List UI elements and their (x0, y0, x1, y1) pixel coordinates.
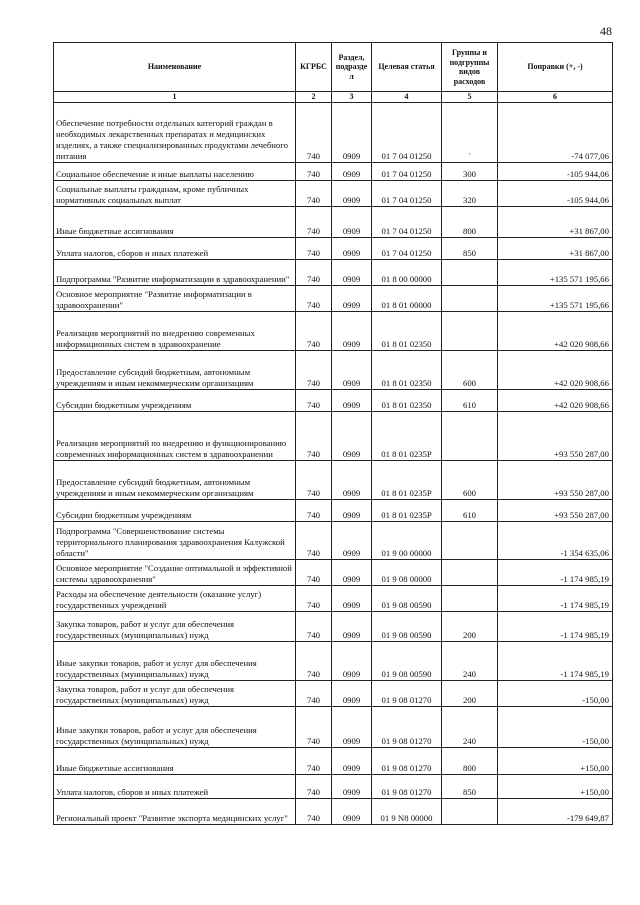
cell-amount: +42 020 908,66 (498, 390, 613, 412)
cell-amount: +31 867,00 (498, 238, 613, 260)
cell-name: Обеспечение потребности отдельных категорий граждан в необходимых лекарственных препаратах и медицинских изделиях, а также специализированных продуктами лечебного питания (54, 103, 296, 163)
table-row (54, 707, 613, 748)
cell-section: 0909 (332, 207, 372, 238)
cell-section: 0909 (332, 681, 372, 707)
cell-target: 01 8 01 00000 (372, 286, 442, 312)
cell-target: 01 8 01 0235P (372, 412, 442, 461)
cell-section: 0909 (332, 163, 372, 181)
cell-section: 0909 (332, 390, 372, 412)
table-row (54, 461, 613, 500)
cell-amount: -1 174 985,19 (498, 586, 613, 612)
cell-kgrbs: 740 (296, 500, 332, 522)
cell-group: 800 (442, 207, 498, 238)
cell-kgrbs: 740 (296, 681, 332, 707)
cell-target: 01 8 01 02350 (372, 351, 442, 390)
cell-amount: +42 020 908,66 (498, 351, 613, 390)
cell-kgrbs: 740 (296, 707, 332, 748)
cell-name: Уплата налогов, сборов и иных платежей (54, 238, 296, 260)
cell-section: 0909 (332, 312, 372, 351)
table-row (54, 312, 613, 351)
cell-target: 01 7 04 01250 (372, 238, 442, 260)
table-row (54, 560, 613, 586)
header-kgrbs: КГРБС (296, 43, 332, 92)
cell-section: 0909 (332, 642, 372, 681)
cell-kgrbs: 740 (296, 586, 332, 612)
cell-target: 01 8 01 02350 (372, 312, 442, 351)
table-row (54, 163, 613, 181)
cell-amount: +93 550 287,00 (498, 461, 613, 500)
table-row (54, 286, 613, 312)
cell-name: Субсидии бюджетным учреждениям (54, 500, 296, 522)
cell-target: 01 9 N8 00000 (372, 799, 442, 825)
cell-target: 01 7 04 01250 (372, 207, 442, 238)
cell-name: Иные закупки товаров, работ и услуг для обеспечения государственных (муниципальных) нужд (54, 642, 296, 681)
table-row (54, 260, 613, 286)
cell-section: 0909 (332, 181, 372, 207)
cell-group: 850 (442, 238, 498, 260)
cell-kgrbs: 740 (296, 799, 332, 825)
table-row (54, 390, 613, 412)
cell-group: 850 (442, 775, 498, 799)
cell-target: 01 9 08 00590 (372, 642, 442, 681)
cell-kgrbs: 740 (296, 103, 332, 163)
cell-group: 300 (442, 163, 498, 181)
cell-name: Закупка товаров, работ и услуг для обеспечения государственных (муниципальных) нужд (54, 612, 296, 642)
cell-group (442, 586, 498, 612)
table-row (54, 500, 613, 522)
cell-name: Субсидии бюджетным учреждениям (54, 390, 296, 412)
cell-amount: +150,00 (498, 748, 613, 775)
table-row (54, 522, 613, 560)
cell-name: Предоставление субсидий бюджетным, автономным учреждениям и иным некоммерческим организациям (54, 461, 296, 500)
cell-section: 0909 (332, 775, 372, 799)
cell-kgrbs: 740 (296, 286, 332, 312)
cell-target: 01 8 01 0235P (372, 461, 442, 500)
table-row (54, 586, 613, 612)
cell-name: Иные бюджетные ассигнования (54, 207, 296, 238)
cell-target: 01 9 08 01270 (372, 748, 442, 775)
cell-target: 01 9 08 01270 (372, 707, 442, 748)
cell-section: 0909 (332, 500, 372, 522)
cell-name: Социальное обеспечение и иные выплаты населению (54, 163, 296, 181)
cell-section: 0909 (332, 799, 372, 825)
cell-kgrbs: 740 (296, 560, 332, 586)
cell-name: Подпрограмма "Развитие информатизации в здравоохранении" (54, 260, 296, 286)
cell-group: 600 (442, 461, 498, 500)
cell-group: ` (442, 103, 498, 163)
cell-name: Региональный проект "Развитие экспорта медицинских услуг" (54, 799, 296, 825)
cell-amount: +150,00 (498, 775, 613, 799)
cell-group (442, 522, 498, 560)
cell-kgrbs: 740 (296, 181, 332, 207)
column-number: 3 (332, 92, 372, 103)
cell-section: 0909 (332, 286, 372, 312)
cell-kgrbs: 740 (296, 642, 332, 681)
cell-section: 0909 (332, 612, 372, 642)
table-row (54, 351, 613, 390)
cell-kgrbs: 740 (296, 748, 332, 775)
budget-amendments-table (53, 42, 613, 825)
cell-section: 0909 (332, 586, 372, 612)
cell-kgrbs: 740 (296, 351, 332, 390)
cell-group: 610 (442, 500, 498, 522)
cell-group (442, 312, 498, 351)
cell-target: 01 8 01 02350 (372, 390, 442, 412)
cell-group: 240 (442, 707, 498, 748)
cell-section: 0909 (332, 461, 372, 500)
cell-target: 01 9 08 01270 (372, 681, 442, 707)
cell-name: Реализация мероприятий по внедрению современных информационных систем в здравоохранение (54, 312, 296, 351)
cell-target: 01 7 04 01250 (372, 103, 442, 163)
cell-target: 01 8 00 00000 (372, 260, 442, 286)
cell-amount: -74 077,06 (498, 103, 613, 163)
cell-target: 01 7 04 01250 (372, 163, 442, 181)
table-row (54, 238, 613, 260)
cell-kgrbs: 740 (296, 238, 332, 260)
page-number: 48 (600, 24, 612, 38)
column-number: 4 (372, 92, 442, 103)
cell-target: 01 9 08 00590 (372, 612, 442, 642)
cell-target: 01 7 04 01250 (372, 181, 442, 207)
cell-name: Социальные выплаты гражданам, кроме публичных нормативных социальных выплат (54, 181, 296, 207)
table-row (54, 207, 613, 238)
cell-target: 01 9 08 00000 (372, 560, 442, 586)
header-name: Наименование (54, 43, 296, 92)
cell-name: Предоставление субсидий бюджетным, автономным учреждениям и иным некоммерческим организациям (54, 351, 296, 390)
table-row (54, 181, 613, 207)
cell-section: 0909 (332, 260, 372, 286)
cell-amount: +135 571 195,66 (498, 260, 613, 286)
cell-name: Расходы на обеспечение деятельности (оказание услуг) государственных учреждений (54, 586, 296, 612)
table-row (54, 612, 613, 642)
cell-target: 01 9 08 00590 (372, 586, 442, 612)
cell-amount: -150,00 (498, 707, 613, 748)
cell-amount: -1 174 985,19 (498, 642, 613, 681)
table-header-row (54, 43, 613, 92)
table-row (54, 775, 613, 799)
cell-target: 01 8 01 0235P (372, 500, 442, 522)
cell-kgrbs: 740 (296, 775, 332, 799)
column-number: 1 (54, 92, 296, 103)
cell-amount: +42 020 908,66 (498, 312, 613, 351)
column-number-row (54, 92, 613, 103)
cell-group: 200 (442, 612, 498, 642)
cell-kgrbs: 740 (296, 390, 332, 412)
cell-amount: -179 649,87 (498, 799, 613, 825)
cell-amount: +93 550 287,00 (498, 412, 613, 461)
cell-amount: -105 944,06 (498, 163, 613, 181)
cell-name: Основное мероприятие "Создание оптимальной и эффективной системы здравоохранения" (54, 560, 296, 586)
header-target: Целевая статья (372, 43, 442, 92)
cell-group: 320 (442, 181, 498, 207)
cell-group (442, 560, 498, 586)
table-row (54, 412, 613, 461)
cell-amount: -150,00 (498, 681, 613, 707)
cell-kgrbs: 740 (296, 522, 332, 560)
table-row (54, 799, 613, 825)
cell-group: 200 (442, 681, 498, 707)
cell-name: Реализация мероприятий по внедрению и функционированию современных информационных систем в здравоохранении (54, 412, 296, 461)
cell-amount: -1 354 635,06 (498, 522, 613, 560)
cell-kgrbs: 740 (296, 412, 332, 461)
cell-section: 0909 (332, 748, 372, 775)
cell-group: 800 (442, 748, 498, 775)
cell-amount: -1 174 985,19 (498, 612, 613, 642)
cell-target: 01 9 08 01270 (372, 775, 442, 799)
cell-kgrbs: 740 (296, 207, 332, 238)
cell-kgrbs: 740 (296, 260, 332, 286)
cell-section: 0909 (332, 103, 372, 163)
cell-group (442, 412, 498, 461)
cell-kgrbs: 740 (296, 312, 332, 351)
table-row (54, 681, 613, 707)
cell-amount: +135 571 195,66 (498, 286, 613, 312)
cell-name: Подпрограмма "Совершенствование системы территориального планирования здравоохранения Калужской области" (54, 522, 296, 560)
column-number: 6 (498, 92, 613, 103)
header-amendment: Поправки (+, -) (498, 43, 613, 92)
header-group: Группы и подгруппы видов расходов (442, 43, 498, 92)
cell-amount: +93 550 287,00 (498, 500, 613, 522)
cell-section: 0909 (332, 412, 372, 461)
cell-name: Иные бюджетные ассигнования (54, 748, 296, 775)
cell-group (442, 286, 498, 312)
cell-amount: -105 944,06 (498, 181, 613, 207)
table-row (54, 748, 613, 775)
cell-section: 0909 (332, 707, 372, 748)
cell-amount: -1 174 985,19 (498, 560, 613, 586)
cell-section: 0909 (332, 238, 372, 260)
cell-amount: +31 867,00 (498, 207, 613, 238)
cell-name: Основное мероприятие "Развитие информатизации в здравоохранении" (54, 286, 296, 312)
column-number: 5 (442, 92, 498, 103)
cell-section: 0909 (332, 351, 372, 390)
cell-kgrbs: 740 (296, 461, 332, 500)
column-number: 2 (296, 92, 332, 103)
table-row (54, 642, 613, 681)
table-row (54, 103, 613, 163)
cell-kgrbs: 740 (296, 163, 332, 181)
cell-name: Закупка товаров, работ и услуг для обеспечения государственных (муниципальных) нужд (54, 681, 296, 707)
cell-section: 0909 (332, 522, 372, 560)
cell-group (442, 260, 498, 286)
cell-group: 600 (442, 351, 498, 390)
cell-name: Иные закупки товаров, работ и услуг для обеспечения государственных (муниципальных) нужд (54, 707, 296, 748)
cell-group: 610 (442, 390, 498, 412)
cell-name: Уплата налогов, сборов и иных платежей (54, 775, 296, 799)
cell-target: 01 9 00 00000 (372, 522, 442, 560)
cell-kgrbs: 740 (296, 612, 332, 642)
cell-group: 240 (442, 642, 498, 681)
cell-group (442, 799, 498, 825)
cell-section: 0909 (332, 560, 372, 586)
header-section: Раздел, подразде л (332, 43, 372, 92)
